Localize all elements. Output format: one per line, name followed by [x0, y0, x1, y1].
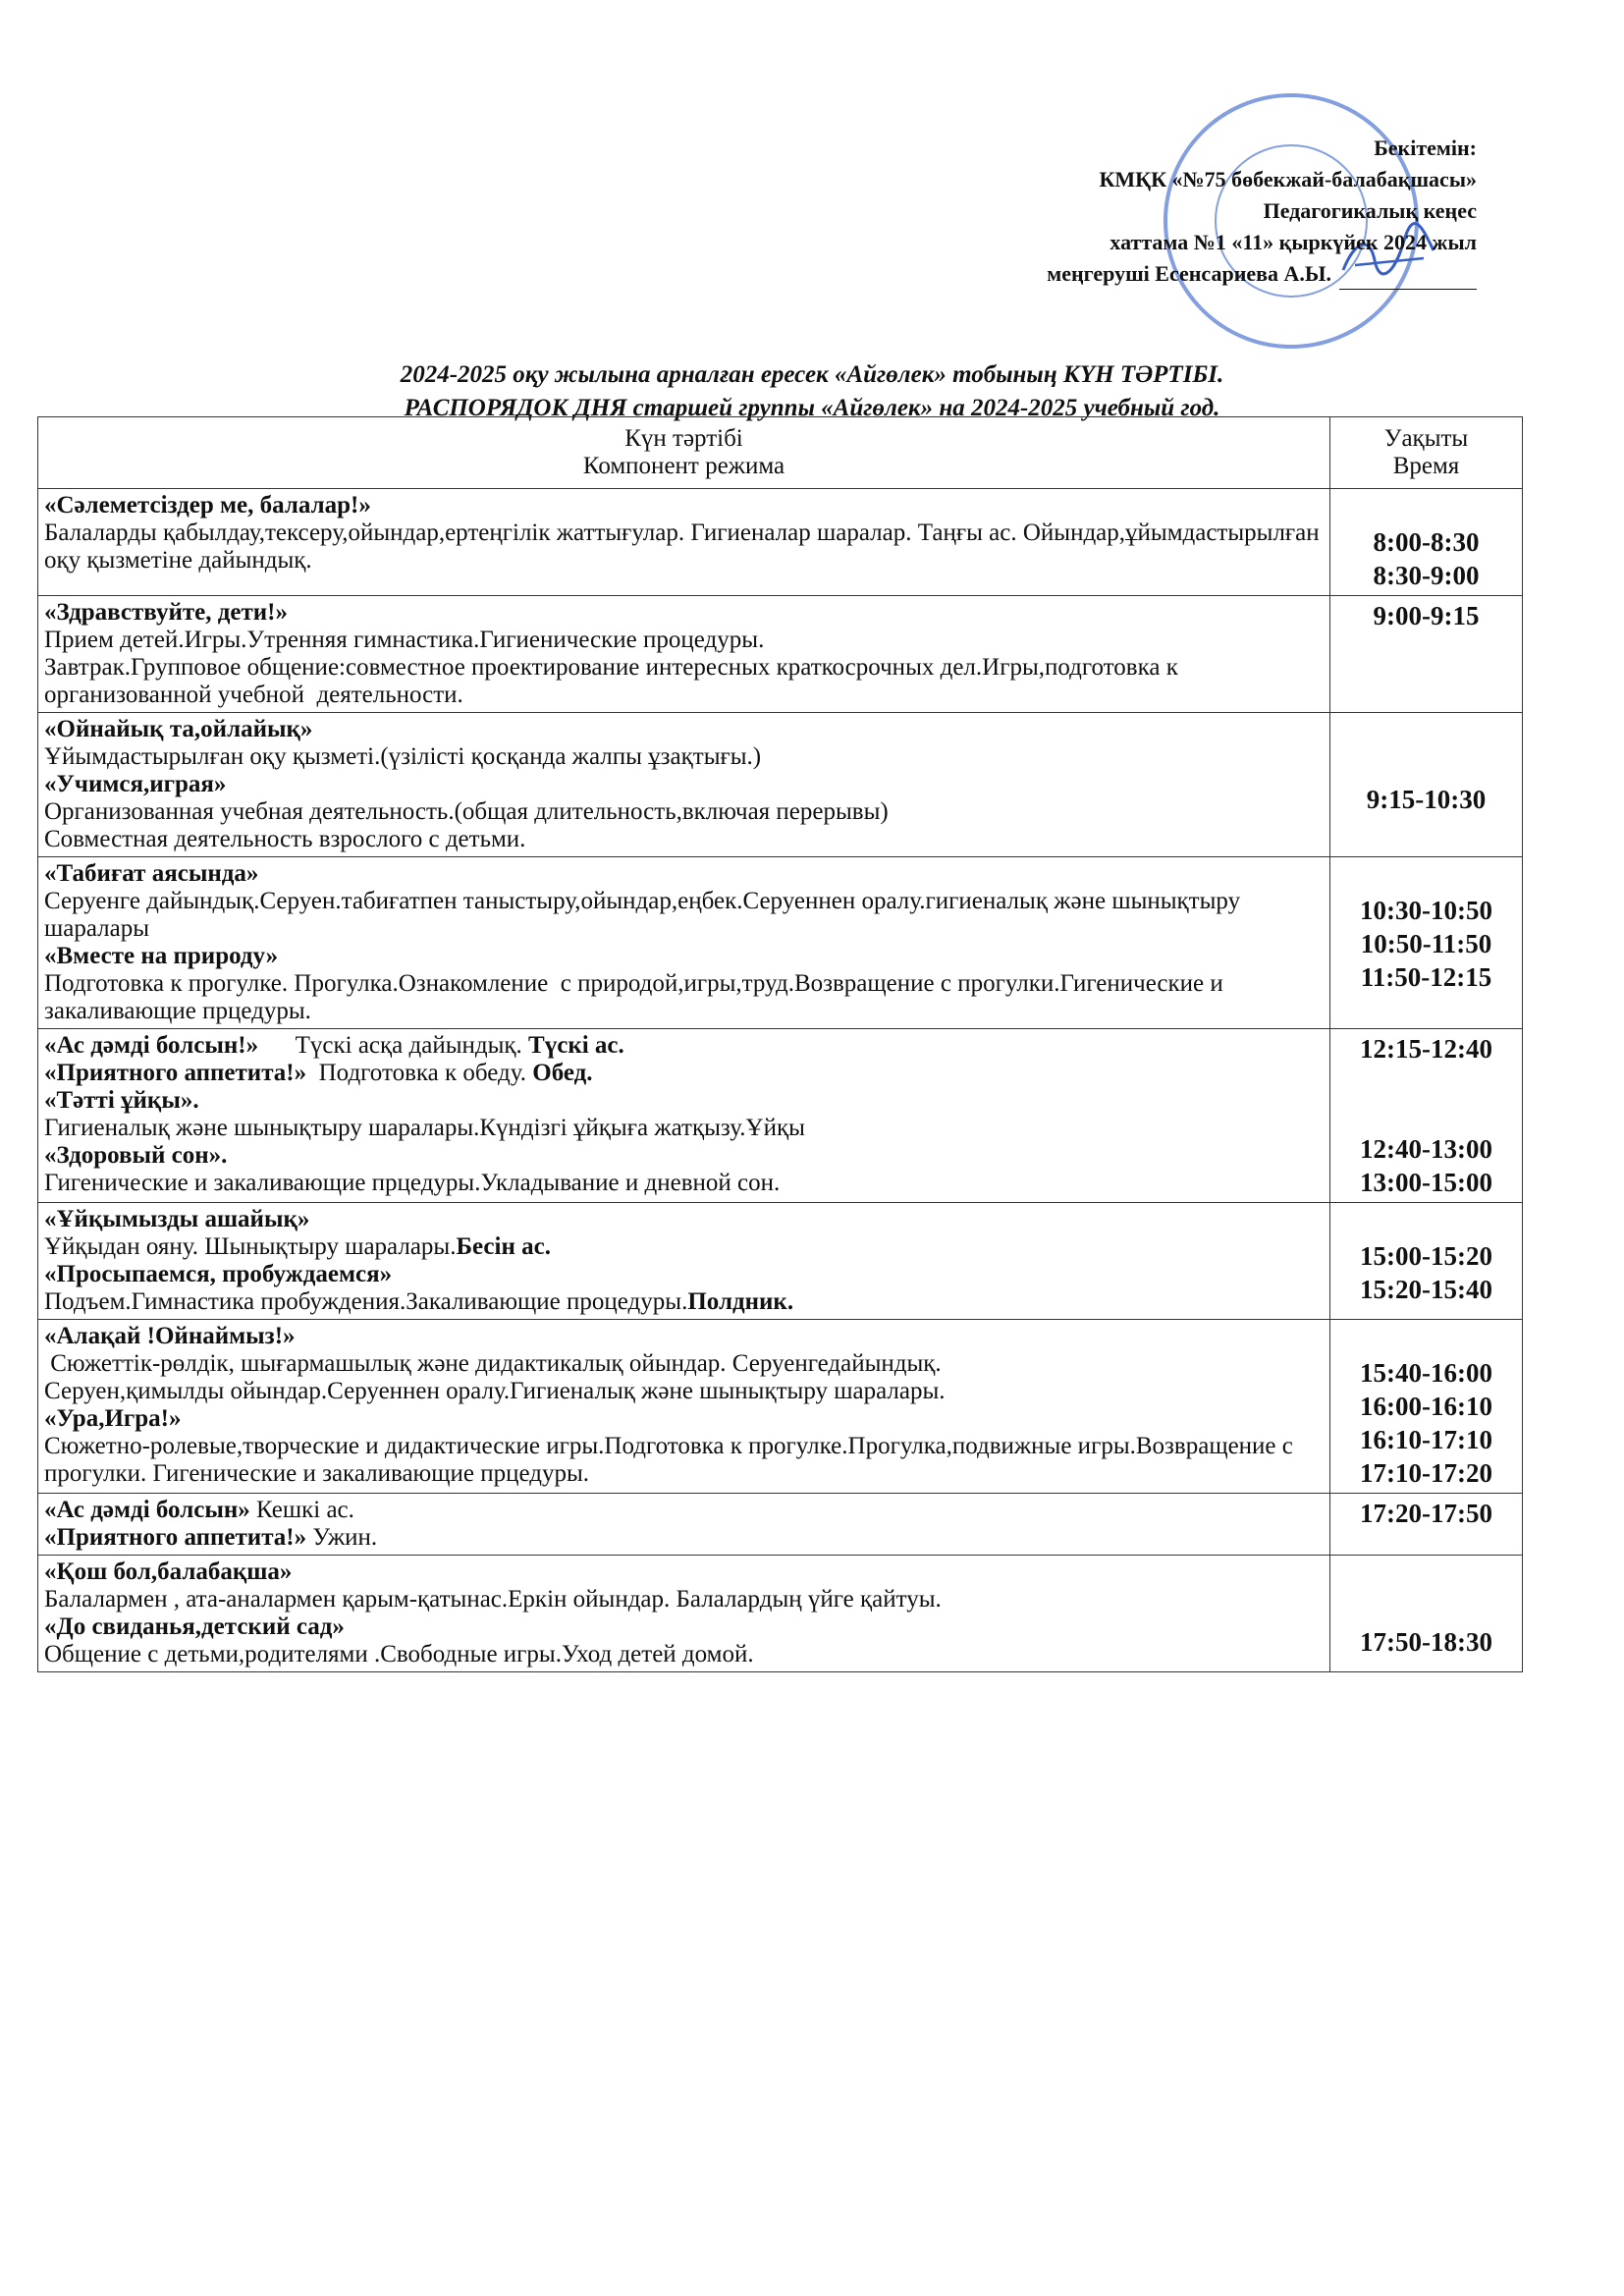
- time-cell: [1330, 713, 1523, 857]
- activity-line: Гигиеналық және шынықтыру шаралары.Күндізгі ұйқыға жатқызу.Ұйқы: [44, 1115, 805, 1141]
- time-range: [1336, 860, 1516, 894]
- activity-line: Подготовка к прогулке. Прогулка.Ознакомление с природой,игры,труд.Возвращение с прогулки.Гигенические и закаливающие прцедуры.: [44, 970, 1230, 1024]
- approval-line: хаттама №1 «11» қыркүйек 2024 жыл: [1110, 230, 1477, 254]
- table-row: [38, 489, 1523, 596]
- table-row: [38, 1320, 1523, 1494]
- table-row: [38, 713, 1523, 857]
- time-range: [1336, 716, 1516, 749]
- activity-line: Гигенические и закаливающие прцедуры.Укладывание и дневной сон.: [44, 1170, 781, 1196]
- activity-line: Подъем.Гимнастика пробуждения.Закаливающие процедуры.Полдник.: [44, 1288, 794, 1315]
- table-row: [38, 1029, 1523, 1203]
- table-row: [38, 1556, 1523, 1672]
- approval-line: КМҚК «№75 бөбекжай-балабақшасы»: [1099, 167, 1477, 191]
- time-cell: [1330, 596, 1523, 713]
- table-row: [38, 596, 1523, 713]
- time-range: 16:00-16:10: [1360, 1392, 1492, 1421]
- activity-line: Завтрак.Групповое общение:совместное проектирование интересных краткосрочных дел.Игры,подготовка к организованной учебной деятельности.: [44, 654, 1185, 708]
- activity-line: Серуенге дайындық.Серуен.табиғатпен таныстыру,ойындар,еңбек.Серуеннен оралу.гигиеналық және шынықтыру шаралары: [44, 888, 1247, 942]
- activity-line: Совместная деятельность взрослого с детьми.: [44, 826, 526, 852]
- time-range: 15:00-15:20: [1360, 1241, 1492, 1271]
- activity-line: «Табиғат аясында»: [44, 860, 259, 887]
- activity-line: Организованная учебная деятельность.(общая длительность,включая перерывы): [44, 798, 889, 825]
- activity-line: «Ура,Игра!»: [44, 1405, 182, 1432]
- time-range: 17:10-17:20: [1360, 1458, 1492, 1488]
- time-range: 16:10-17:10: [1360, 1425, 1492, 1454]
- activity-line: «Ас дәмді болсын» Кешкі ас.: [44, 1497, 354, 1523]
- document-title: [0, 358, 1624, 425]
- time-range: [1336, 1099, 1516, 1132]
- activity-line: Балалармен , ата-аналармен қарым-қатынас.Еркін ойындар. Балалардың үйге қайтуы.: [44, 1586, 942, 1613]
- time-range: [1336, 1323, 1516, 1356]
- time-range: 15:40-16:00: [1360, 1358, 1492, 1388]
- activity-line: «Ас дәмді болсын!» Түскі асқа дайындық. Түскі ас.: [44, 1032, 624, 1059]
- time-range: 10:30-10:50: [1360, 896, 1492, 925]
- activity-line: Серуен,қимылды ойындар.Серуеннен оралу.Гигиеналық және шынықтыру шаралары.: [44, 1378, 946, 1404]
- time-range: 11:50-12:15: [1360, 962, 1492, 992]
- activity-line: Балаларды қабылдау,тексеру,ойындар,ертеңгілік жаттығулар. Гигиеналар шаралар. Таңғы ас. Ойындар,ұйымдастырылған оқу қызметіне дайындық.: [44, 519, 1326, 574]
- activity-line: «Сәлеметсіздер ме, балалар!»: [44, 492, 371, 519]
- activity-cell: [38, 1320, 1330, 1494]
- table-header-row: [38, 417, 1523, 489]
- approval-line: Бекітемін:: [1374, 136, 1477, 160]
- time-range: 17:20-17:50: [1360, 1499, 1492, 1528]
- time-range: [1336, 492, 1516, 525]
- title-ru: РАСПОРЯДОК ДНЯ старшей группы «Айгөлек» на 2024-2025 учебный год.: [404, 395, 1220, 421]
- activity-line: Сюжетно-ролевые,творческие и дидактические игры.Подготовка к прогулке.Прогулка,подвижные игры.Возвращение с прогулки. Гигенические и закаливающие прцедуры.: [44, 1433, 1300, 1487]
- activity-line: «Здоровый сон».: [44, 1142, 228, 1169]
- activity-cell: [38, 596, 1330, 713]
- header-component: Күн тәртібі Компонент режима: [38, 417, 1330, 489]
- time-range: 12:40-13:00: [1360, 1134, 1492, 1164]
- signature-line: [1339, 267, 1477, 290]
- activity-cell: [38, 1029, 1330, 1203]
- time-cell: [1330, 1203, 1523, 1320]
- time-range: 12:15-12:40: [1360, 1034, 1492, 1064]
- time-range: 8:00-8:30: [1373, 527, 1480, 557]
- activity-line: «Алақай !Ойнаймыз!»: [44, 1323, 296, 1349]
- time-cell: [1330, 857, 1523, 1029]
- time-range: [1336, 1206, 1516, 1239]
- time-range: [1336, 1066, 1516, 1099]
- time-range: 15:20-15:40: [1360, 1275, 1492, 1304]
- title-kz: 2024-2025 оқу жылына арналған ересек «Айгөлек» тобының КҮН ТӘРТІБІ.: [400, 361, 1224, 388]
- time-cell: [1330, 489, 1523, 596]
- time-cell: [1330, 1320, 1523, 1494]
- activity-cell: [38, 1203, 1330, 1320]
- table-row: [38, 857, 1523, 1029]
- header-time: Уақыты Время: [1330, 417, 1523, 489]
- activity-line: Прием детей.Игры.Утренняя гимнастика.Гигиенические процедуры.: [44, 627, 765, 653]
- approval-line: Педагогикалық кеңес: [1263, 198, 1477, 223]
- activity-line: «Тәтті ұйқы».: [44, 1087, 199, 1114]
- activity-line: «Учимся,играя»: [44, 771, 227, 797]
- time-range: [1336, 749, 1516, 783]
- time-cell: [1330, 1494, 1523, 1556]
- activity-cell: [38, 1494, 1330, 1556]
- time-range: 17:50-18:30: [1360, 1627, 1492, 1657]
- activity-line: Ұйқыдан ояну. Шынықтыру шаралары.Бесін ас.: [44, 1233, 551, 1260]
- schedule-table: [37, 416, 1523, 1672]
- time-range: 10:50-11:50: [1360, 929, 1492, 958]
- activity-line: «До свиданья,детский сад»: [44, 1613, 345, 1640]
- activity-line: «Приятного аппетита!» Подготовка к обеду. Обед.: [44, 1060, 593, 1086]
- activity-line: Ұйымдастырылған оқу қызметі.(үзілісті қосқанда жалпы ұзақтығы.): [44, 743, 762, 770]
- time-range: [1336, 1592, 1516, 1625]
- activity-line: «Ұйқымызды ашайық»: [44, 1206, 310, 1232]
- activity-line: Сюжеттік-рөлдік, шығармашылық және дидактикалық ойындар. Серуенгедайындық.: [44, 1350, 942, 1377]
- activity-cell: [38, 1556, 1330, 1672]
- table-row: [38, 1203, 1523, 1320]
- time-cell: [1330, 1556, 1523, 1672]
- manager-name: меңгеруші Есенсариева А.Ы.: [1047, 261, 1331, 286]
- activity-line: «Қош бол,балабақша»: [44, 1558, 293, 1585]
- time-range: [1336, 1558, 1516, 1592]
- approval-line: [1047, 258, 1477, 290]
- activity-line: «Просыпаемся, пробуждаемся»: [44, 1261, 393, 1287]
- activity-line: «Вместе на природу»: [44, 943, 279, 969]
- time-range: 8:30-9:00: [1373, 561, 1480, 590]
- time-range: 13:00-15:00: [1360, 1168, 1492, 1197]
- time-range: 9:15-10:30: [1366, 785, 1487, 814]
- activity-cell: [38, 489, 1330, 596]
- time-cell: [1330, 1029, 1523, 1203]
- activity-cell: [38, 857, 1330, 1029]
- activity-line: Общение с детьми,родителями .Свободные игры.Уход детей домой.: [44, 1641, 754, 1667]
- activity-cell: [38, 713, 1330, 857]
- approval-block: [1047, 133, 1477, 290]
- activity-line: «Приятного аппетита!» Ужин.: [44, 1524, 378, 1551]
- activity-line: «Здравствуйте, дети!»: [44, 599, 288, 626]
- table-row: [38, 1494, 1523, 1556]
- time-range: 9:00-9:15: [1373, 601, 1480, 630]
- activity-line: «Ойнайық та,ойлайық»: [44, 716, 313, 742]
